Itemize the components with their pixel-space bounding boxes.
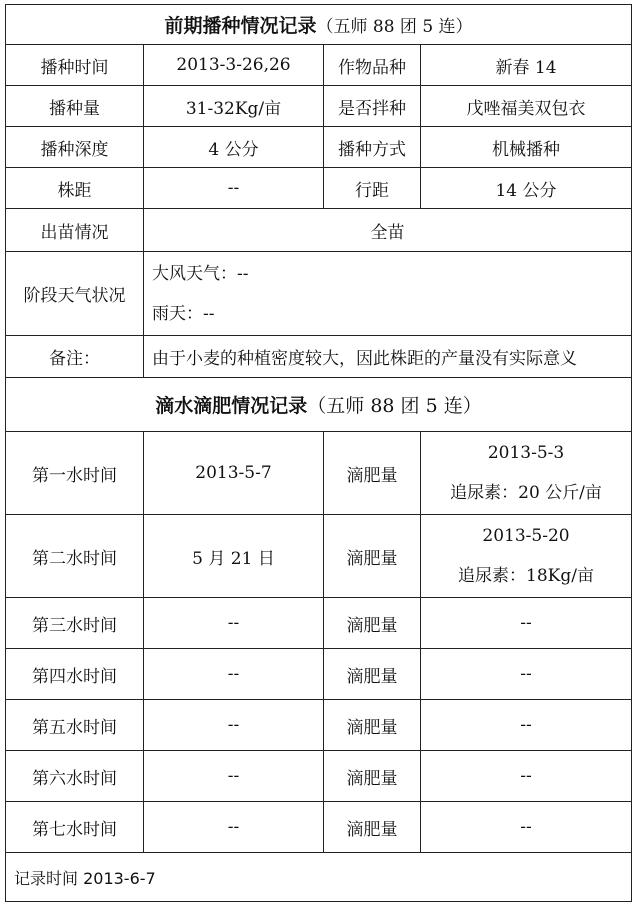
irrigation-label: 第一水时间 <box>6 432 144 515</box>
sowing-row <box>6 168 632 209</box>
cell-value: 2013-3-26,26 <box>144 45 324 86</box>
fert-value: -- <box>421 598 632 649</box>
emergence-value: 全苗 <box>144 209 632 252</box>
cell-value: 戊唑福美双包衣 <box>421 86 632 127</box>
cell-value: 机械播种 <box>421 127 632 168</box>
sowing-title-row <box>6 5 632 45</box>
fert-label: 滴肥量 <box>324 649 421 700</box>
irrigation-title-row <box>6 378 632 432</box>
fert-label: 滴肥量 <box>324 432 421 515</box>
irrigation-time: -- <box>144 700 324 751</box>
fert-label: 滴肥量 <box>324 802 421 853</box>
fert-value: -- <box>421 751 632 802</box>
rain-weather: 雨天：-- <box>152 303 215 324</box>
irrigation-time: -- <box>144 598 324 649</box>
cell-label: 作物品种 <box>324 45 421 86</box>
irrigation-label: 第三水时间 <box>6 598 144 649</box>
irrigation-row <box>6 751 632 802</box>
record-table <box>5 4 632 902</box>
cell-label: 播种量 <box>6 86 144 127</box>
cell-label: 行距 <box>324 168 421 209</box>
irrigation-row <box>6 649 632 700</box>
irrigation-row <box>6 432 632 515</box>
record-time: 记录时间 2013-6-7 <box>6 853 632 902</box>
cell-value: -- <box>144 168 324 209</box>
irrigation-label: 第五水时间 <box>6 700 144 751</box>
cell-label: 播种深度 <box>6 127 144 168</box>
fert-value: -- <box>421 649 632 700</box>
irrigation-label: 第四水时间 <box>6 649 144 700</box>
note-value: 由于小麦的种植密度较大，因此株距的产量没有实际意义 <box>144 336 632 378</box>
emergence-label: 出苗情况 <box>6 209 144 252</box>
irrigation-row <box>6 802 632 853</box>
irrigation-row <box>6 515 632 598</box>
sowing-title: 前期播种情况记录（五师 88 团 5 连） <box>6 5 632 45</box>
sowing-row <box>6 45 632 86</box>
cell-value: 31-32Kg/亩 <box>144 86 324 127</box>
fert-value <box>421 515 632 598</box>
irrigation-time: -- <box>144 802 324 853</box>
fert-label: 滴肥量 <box>324 515 421 598</box>
irrigation-title: 滴水滴肥情况记录（五师 88 团 5 连） <box>6 378 632 432</box>
cell-label: 株距 <box>6 168 144 209</box>
wind-weather: 大风天气：-- <box>152 263 249 284</box>
irrigation-time: -- <box>144 751 324 802</box>
cell-value: 新春 14 <box>421 45 632 86</box>
sowing-row <box>6 127 632 168</box>
cell-label: 是否拌种 <box>324 86 421 127</box>
fert-value: -- <box>421 802 632 853</box>
irrigation-time: 2013-5-7 <box>144 432 324 515</box>
fert-value: -- <box>421 700 632 751</box>
emergence-row <box>6 209 632 252</box>
cell-label: 播种时间 <box>6 45 144 86</box>
irrigation-time: 5 月 21 日 <box>144 515 324 598</box>
fert-date: 2013-5-3 <box>487 443 565 463</box>
weather-row <box>6 252 632 336</box>
cell-value: 4 公分 <box>144 127 324 168</box>
fert-label: 滴肥量 <box>324 598 421 649</box>
fert-label: 滴肥量 <box>324 751 421 802</box>
fert-date: 2013-5-20 <box>482 526 570 546</box>
footer-row <box>6 853 632 902</box>
sowing-row <box>6 86 632 127</box>
fert-amount: 追尿素：18Kg/亩 <box>458 566 594 586</box>
weather-label: 阶段天气状况 <box>6 252 144 336</box>
fert-label: 滴肥量 <box>324 700 421 751</box>
cell-label: 播种方式 <box>324 127 421 168</box>
irrigation-label: 第二水时间 <box>6 515 144 598</box>
weather-value <box>144 252 632 336</box>
fert-amount: 追尿素：20 公斤/亩 <box>450 483 602 503</box>
fert-value <box>421 432 632 515</box>
irrigation-label: 第七水时间 <box>6 802 144 853</box>
note-label: 备注： <box>6 336 144 378</box>
irrigation-label: 第六水时间 <box>6 751 144 802</box>
note-row <box>6 336 632 378</box>
irrigation-time: -- <box>144 649 324 700</box>
cell-value: 14 公分 <box>421 168 632 209</box>
irrigation-row <box>6 598 632 649</box>
irrigation-row <box>6 700 632 751</box>
